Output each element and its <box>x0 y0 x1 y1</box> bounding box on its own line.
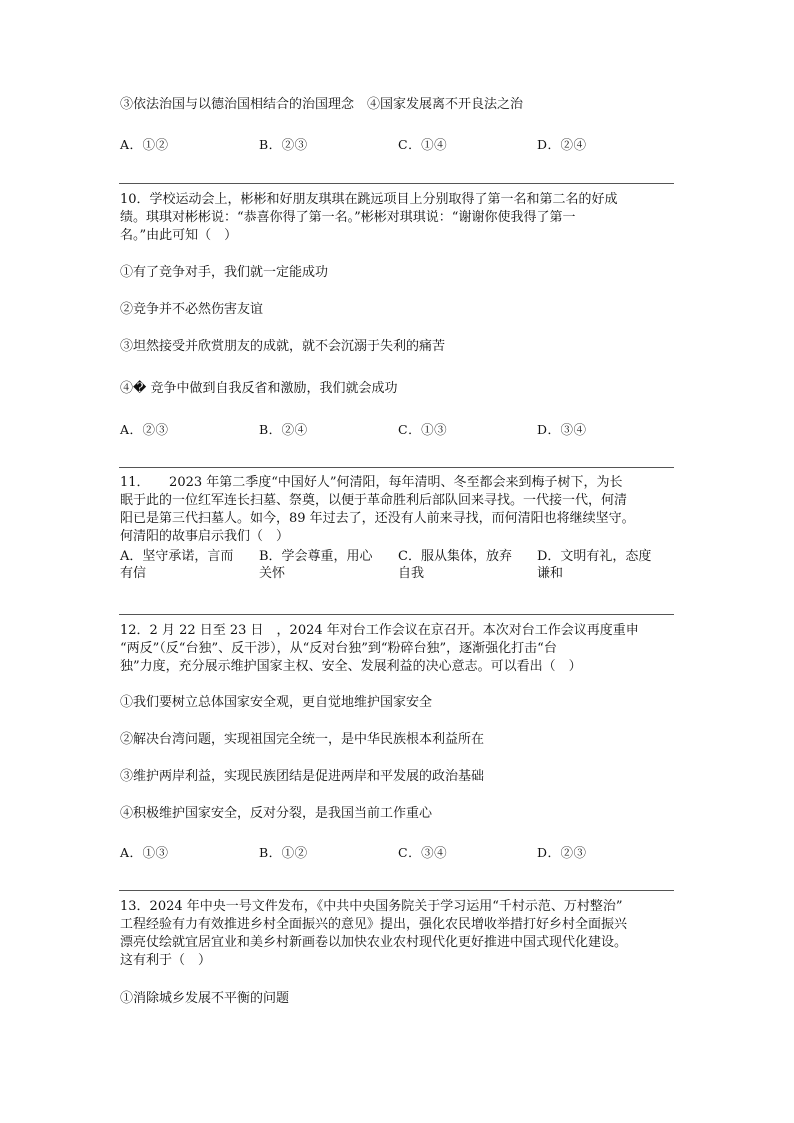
q11-option-d-line-1: D．文明有礼，态度 <box>537 549 652 564</box>
q12-statement-4: ④积极维护国家安全，反对分裂，是我国当前工作重心 <box>120 806 433 821</box>
q11-stem-line-2: 眠于此的一位红军连长扫墓、祭奠，以便于革命胜利后部队回来寻找。一代接一代，何清 <box>120 493 628 508</box>
q11-stem-line-3: 阳已是第三代扫墓人。如今，89 年过去了，还没有人前来寻找，而何清阳也将继续坚守。 <box>120 511 635 526</box>
q11-option-d-line-2: 谦和 <box>537 566 564 581</box>
q12-option-b: B．①② <box>259 845 308 860</box>
q11-option-a-line-1: A．坚守承诺，言而 <box>120 549 234 564</box>
q13-stem-line-1: 13．2024 年中央一号文件发布，《中共中央国务院关于学习运用“千村示范、万村整治” <box>120 899 623 914</box>
question-divider <box>119 467 674 468</box>
q10-statement-2: ②竞争并不必然伤害友谊 <box>120 302 264 317</box>
q11-option-c-line-1: C．服从集体，放弃 <box>398 549 512 564</box>
q13-stem-line-2: 工程经验有力有效推进乡村全面振兴的意见》提出，强化农民增收举措打好乡村全面振兴 <box>120 917 628 932</box>
q10-stem-line-3: 名。”由此可知（ ） <box>120 228 238 243</box>
q10-option-a: A．②③ <box>120 422 169 437</box>
q11-stem-line-4: 何清阳的故事启示我们（ ） <box>120 529 290 544</box>
q9-option-b: B．②③ <box>259 137 308 152</box>
q11-option-c <box>398 548 512 582</box>
q11-option-a-line-2: 有信 <box>120 566 147 581</box>
q12-statement-2: ②解决台湾问题，实现祖国完全统一，是中华民族根本利益所在 <box>120 732 485 747</box>
q9-option-a: A．①② <box>120 137 169 152</box>
q10-statement-3: ③坦然接受并欣赏朋友的成就，就不会沉溺于失利的痛苦 <box>120 339 446 354</box>
question-divider <box>119 890 674 891</box>
q11-option-b <box>259 548 373 582</box>
q10-statement-1: ①有了竞争对手，我们就一定能成功 <box>120 265 329 280</box>
q10-option-c: C．①③ <box>398 422 448 437</box>
q13-stem-line-4: 这有利于（ ） <box>120 953 212 968</box>
q13-stem-line-3: 漂亮仗绘就宜居宜业和美乡村新画卷以加快农业农村现代化更好推进中国式现代化建设。 <box>120 935 628 950</box>
q12-stem-line-2: “两反”（反“台独”、反干涉），从“反对台独”到“粉碎台独”，逐渐强化打击“台 <box>120 641 557 656</box>
q11-option-c-line-2: 自我 <box>398 566 425 581</box>
q9-option-d: D．②④ <box>537 137 587 152</box>
q12-option-c: C．③④ <box>398 845 448 860</box>
question-divider <box>119 183 674 184</box>
question-divider <box>119 614 674 615</box>
q12-option-d: D．②③ <box>537 845 587 860</box>
q11-option-a <box>120 548 233 582</box>
q12-statement-3: ③维护两岸利益，实现民族团结是促进两岸和平发展的政治基础 <box>120 769 485 784</box>
q10-stem-line-1: 10．学校运动会上，彬彬和好朋友琪琪在跳远项目上分别取得了第一名和第二名的好成 <box>120 192 618 207</box>
q12-option-a: A．①③ <box>120 845 169 860</box>
q11-stem-line-1: 11． 2023 年第二季度“中国好人”何清阳，每年清明、冬至都会来到梅子树下，为长 <box>120 475 623 490</box>
q12-stem-line-1: 12．2 月 22 日至 23 日 ，2024 年对台工作会议在京召开。本次对台工作会议再度重申 <box>120 623 639 638</box>
q10-stem-line-2: 绩。琪琪对彬彬说：“恭喜你得了第一名。”彬彬对琪琪说：“谢谢你使我得了第一 <box>120 210 576 225</box>
q10-option-b: B．②④ <box>259 422 308 437</box>
q13-statement-1: ①消除城乡发展不平衡的问题 <box>120 991 290 1006</box>
q11-option-d <box>537 548 651 582</box>
q12-stem-line-3: 独”力度，充分展示维护国家主权、安全、发展利益的决心意志。可以看出（ ） <box>120 659 582 674</box>
q9-option-c: C．①④ <box>398 137 448 152</box>
q10-option-d: D．③④ <box>537 422 587 437</box>
q9-statements-3-4: ③依法治国与以德治国相结合的治国理念 ④国家发展离不开良法之治 <box>120 97 524 112</box>
q10-statement-4: ④� 竞争中做到自我反省和激励，我们就会成功 <box>120 381 398 396</box>
q11-option-b-line-2: 关怀 <box>259 566 286 581</box>
q11-option-b-line-1: B．学会尊重，用心 <box>259 549 373 564</box>
q12-statement-1: ①我们要树立总体国家安全观，更自觉地维护国家安全 <box>120 695 433 710</box>
